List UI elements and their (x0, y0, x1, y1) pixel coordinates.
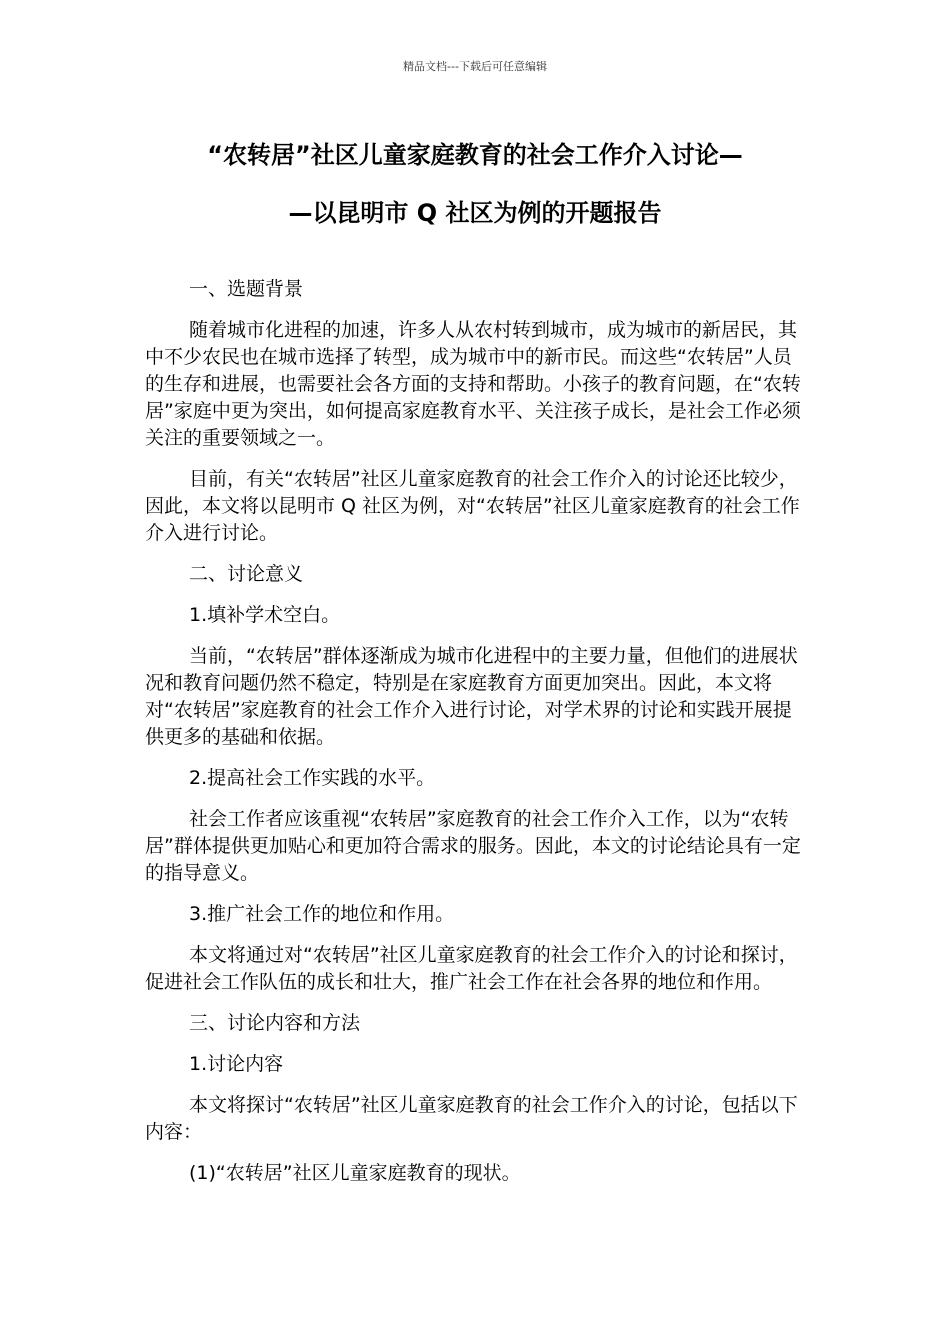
paragraph: 当前，“农转居”群体逐渐成为城市化进程中的主要力量，但他们的进展状况和教育问题仍然不稳定，特别是在家庭教育方面更加突出。因此，本文将对“农转居”家庭教育的社会工作介入进行讨论，对学术界的讨论和实践开展提供更多的基础和依据。 (145, 645, 798, 748)
subheading: 1.填补学术空白。 (189, 604, 341, 626)
paragraph: 目前，有关“农转居”社区儿童家庭教育的社会工作介入的讨论还比较少，因此，本文将以昆明市 Q 社区为例，对“农转居”社区儿童家庭教育的社会工作介入进行讨论。 (145, 468, 800, 544)
document-title-line-2: —以昆明市 Q 社区为例的开题报告 (288, 199, 662, 227)
section-heading-background: 一、选题背景 (189, 278, 304, 300)
subheading: 3.推广社会工作的地位和作用。 (189, 903, 455, 925)
subheading: 1.讨论内容 (189, 1053, 284, 1075)
paragraph: 社会工作者应该重视“农转居”家庭教育的社会工作介入工作，以为“农转居”群体提供更加贴心和更加符合需求的服务。因此，本文的讨论结论具有一定的指导意义。 (145, 808, 801, 884)
subheading: 2.提高社会工作实践的水平。 (189, 767, 436, 789)
page-header: 精品文档---下载后可任意编辑 (403, 60, 547, 73)
section-heading-significance: 二、讨论意义 (189, 563, 304, 585)
paragraph: 本文将探讨“农转居”社区儿童家庭教育的社会工作介入的讨论，包括以下内容： (145, 1094, 798, 1143)
paragraph: 随着城市化进程的加速，许多人从农村转到城市，成为城市的新居民，其中不少农民也在城市选择了转型，成为城市中的新市民。而这些“农转居”人员的生存和进展，也需要社会各方面的支持和帮助。小孩子的教育问题，在“农转居”家庭中更为突出，如何提高家庭教育水平、关注孩子成长，是社会工作必须关注的重要领域之一。 (145, 319, 801, 449)
list-item: (1)“农转居”社区儿童家庭教育的现状。 (189, 1162, 521, 1184)
section-heading-content-methods: 三、讨论内容和方法 (189, 1012, 361, 1034)
document-title-line-1: “农转居”社区儿童家庭教育的社会工作介入讨论— (207, 141, 743, 169)
document-body (145, 276, 805, 1201)
paragraph: 本文将通过对“农转居”社区儿童家庭教育的社会工作介入的讨论和探讨，促进社会工作队伍的成长和壮大，推广社会工作在社会各界的地位和作用。 (145, 944, 798, 993)
